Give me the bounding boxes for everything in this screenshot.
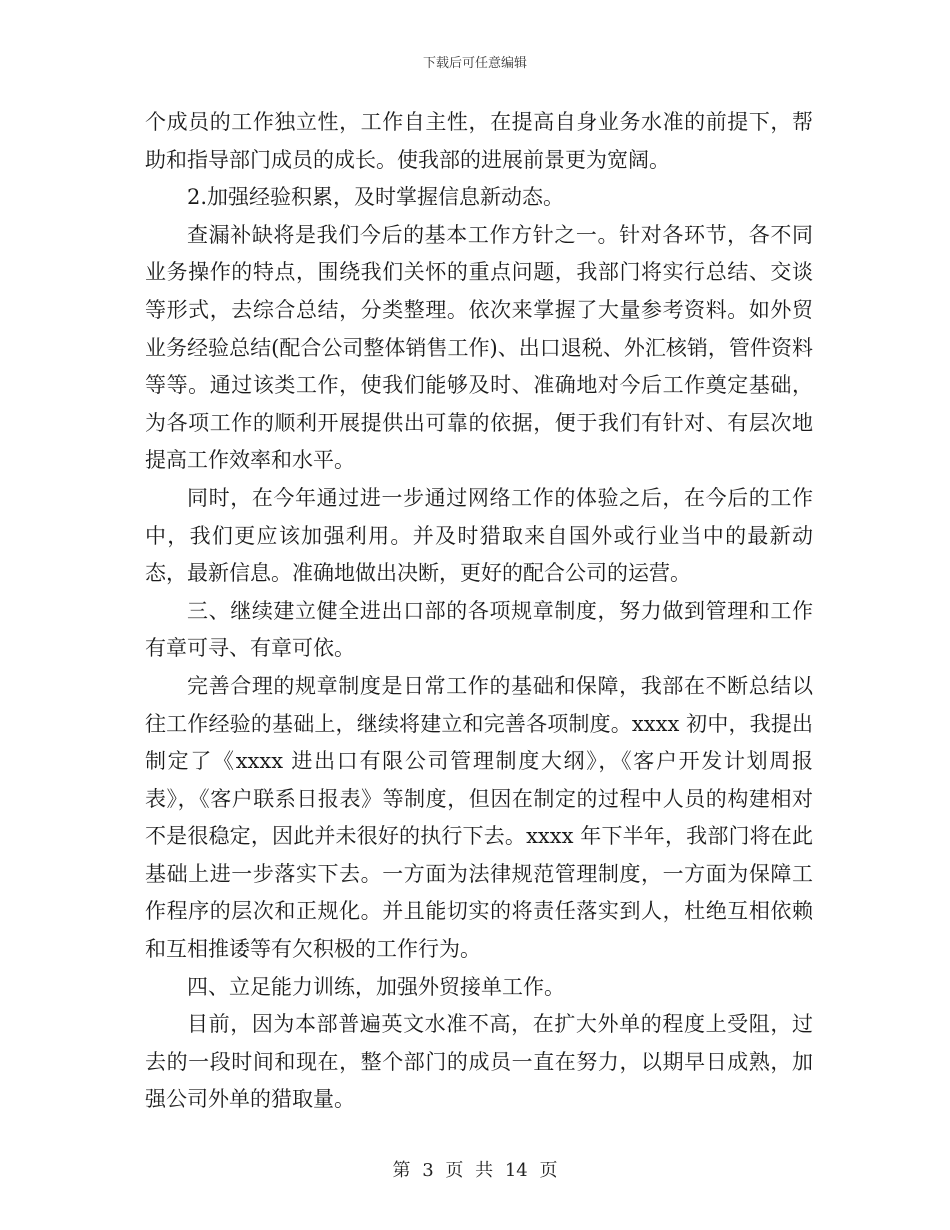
page-header: 下载后可任意编辑: [422, 56, 527, 71]
subheading-experience: 2.加强经验积累，及时掌握信息新动态。: [187, 185, 565, 210]
page-footer: 第 3 页 共 14 页: [392, 1160, 558, 1181]
paragraph-network: 同时，在今年通过进一步通过网络工作的体验之后，在今后的工作中，我们更应该加强利用。并及时猎取来自国外或行业当中的最新动态，最新信息。准确地做出决断，更好的配合公司的运营。: [145, 485, 813, 586]
section-heading-rules: 三、继续建立健全进出口部的各项规章制度，努力做到管理和工作有章可寻、有章可依。: [145, 598, 813, 661]
section-heading-training: 四、立足能力训练，加强外贸接单工作。: [187, 974, 565, 999]
paragraph-rules: 完善合理的规章制度是日常工作的基础和保障，我部在不断总结以往工作经验的基础上，继续将建立和完善各项制度。xxxx 初中，我提出制定了《xxxx 进出口有限公司管理制度大纲》，《客户开发计划周报表》，《客户联系日报表》等制度，但因在制定的过程中人员的构建相对不是很稳定，因此并未很好的执行下去。xxxx 年下半年，我部门将在此基础上进一步落实下去。一方面为法律规范管理制度，一方面为保障工作程序的层次和正规化。并且能切实的将责任落实到人，杜绝互相依赖和互相推诿等有欠积极的工作行为。: [145, 673, 813, 962]
paragraph-training: 目前，因为本部普遍英文水准不高，在扩大外单的程度上受阻，过去的一段时间和现在，整个部门的成员一直在努力，以期早日成熟，加强公司外单的猎取量。: [145, 1012, 813, 1112]
document-body: [145, 104, 813, 1119]
paragraph-continuation: 个成员的工作独立性，工作自主性，在提高自身业务水准的前提下，帮助和指导部门成员的成长。使我部的进展前景更为宽阔。: [145, 110, 813, 172]
paragraph-experience: 查漏补缺将是我们今后的基本工作方针之一。针对各环节，各不同业务操作的特点，围绕我们关怀的重点问题，我部门将实行总结、交谈等形式，去综合总结，分类整理。依次来掌握了大量参考资料。如外贸业务经验总结(配合公司整体销售工作)、出口退税、外汇核销，管件资料等等。通过该类工作，使我们能够及时、准确地对今后工作奠定基础，为各项工作的顺利开展提供出可靠的依据，便于我们有针对、有层次地提高工作效率和水平。: [145, 222, 813, 473]
